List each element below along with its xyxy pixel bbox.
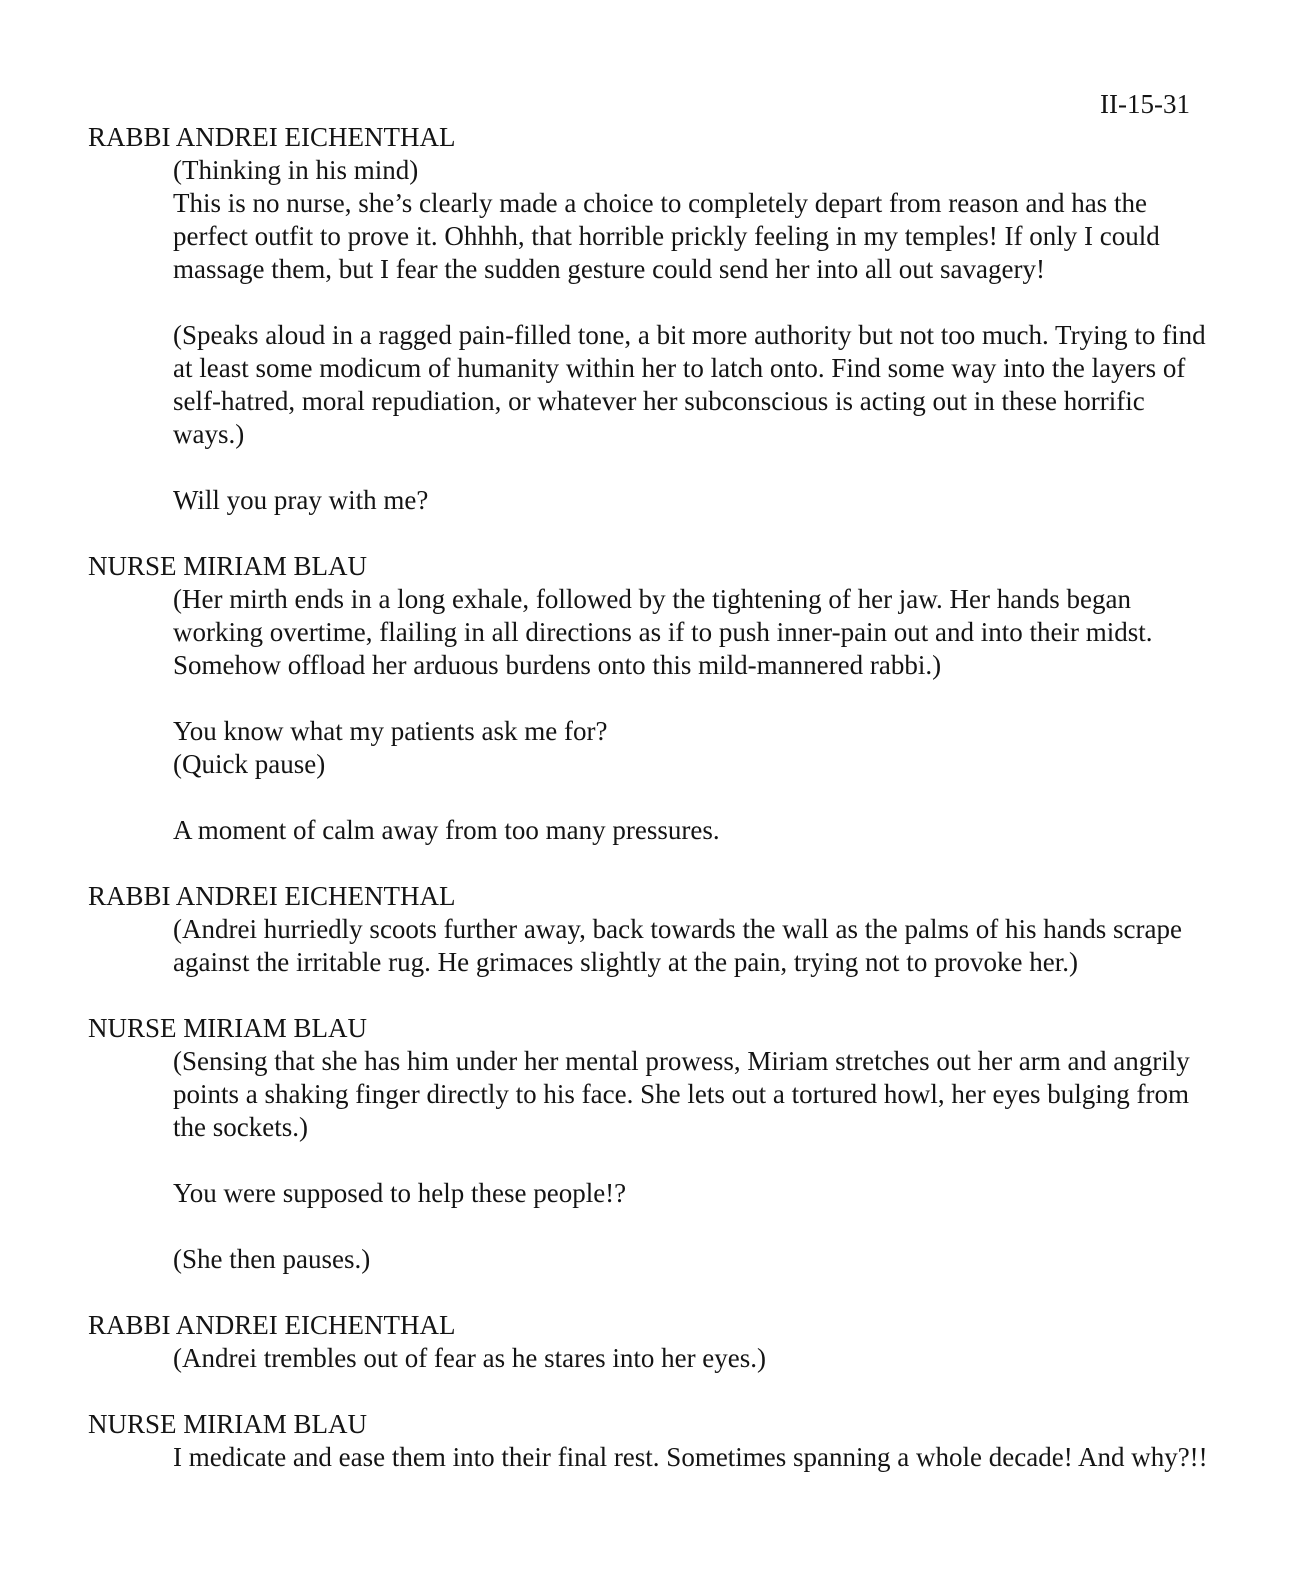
- character-name: RABBI ANDREI EICHENTHAL: [88, 881, 456, 911]
- dialogue-block: [88, 1408, 1208, 1474]
- line-spacer: [88, 1210, 1208, 1243]
- dialogue-line: This is no nurse, she’s clearly made a choice to completely depart from reason and has the perfect outfit to prove it. Ohhhh, that horrible prickly feeling in my temples! If only I could massage them, but I fear the sudden gesture could send her into all out savagery!: [173, 188, 1160, 284]
- dialogue-line: You were supposed to help these people!?: [173, 1178, 627, 1208]
- dialogue-block: [88, 1309, 1208, 1375]
- dialogue-block: [88, 880, 1208, 979]
- dialogue-line: A moment of calm away from too many pressures.: [173, 815, 720, 845]
- dialogue-block: [88, 1012, 1208, 1276]
- parenthetical: (Her mirth ends in a long exhale, followed by the tightening of her jaw. Her hands began working overtime, flailing in all directions as if to push inner-pain out and into their midst. Somehow offload her arduous burdens onto this mild-mannered rabbi.): [173, 584, 1153, 680]
- parenthetical: (Speaks aloud in a ragged pain-filled tone, a bit more authority but not too much. Trying to find at least some modicum of humanity within her to latch onto. Find some way into the layers of self-hatred, moral repudiation, or whatever her subconscious is acting out in these horrific ways.): [173, 320, 1206, 449]
- parenthetical: (She then pauses.): [173, 1244, 371, 1274]
- character-name: NURSE MIRIAM BLAU: [88, 1409, 368, 1439]
- line-spacer: [88, 682, 1208, 715]
- line-spacer: [88, 451, 1208, 484]
- dialogue-line: I medicate and ease them into their final rest. Sometimes spanning a whole decade! And why?!!: [173, 1442, 1208, 1472]
- dialogue-line: You know what my patients ask me for?: [173, 716, 608, 746]
- character-name: RABBI ANDREI EICHENTHAL: [88, 1310, 456, 1340]
- dialogue-block: [88, 550, 1208, 847]
- script-body: [88, 121, 1208, 1507]
- dialogue-block: [88, 121, 1208, 517]
- parenthetical: (Sensing that she has him under her mental prowess, Miriam stretches out her arm and angrily points a shaking finger directly to his face. She lets out a tortured howl, her eyes bulging from the sockets.): [173, 1046, 1190, 1142]
- dialogue-line: Will you pray with me?: [173, 485, 429, 515]
- character-name: NURSE MIRIAM BLAU: [88, 551, 368, 581]
- line-spacer: [88, 1144, 1208, 1177]
- page-number: II-15-31: [1100, 89, 1190, 119]
- parenthetical: (Thinking in his mind): [173, 155, 419, 185]
- line-spacer: [88, 781, 1208, 814]
- parenthetical: (Andrei trembles out of fear as he stares into her eyes.): [173, 1343, 767, 1373]
- line-spacer: [88, 286, 1208, 319]
- parenthetical: (Quick pause): [173, 749, 326, 779]
- character-name: RABBI ANDREI EICHENTHAL: [88, 122, 456, 152]
- parenthetical: (Andrei hurriedly scoots further away, back towards the wall as the palms of his hands scrape against the irritable rug. He grimaces slightly at the pain, trying not to provoke her.): [173, 914, 1182, 977]
- character-name: NURSE MIRIAM BLAU: [88, 1013, 368, 1043]
